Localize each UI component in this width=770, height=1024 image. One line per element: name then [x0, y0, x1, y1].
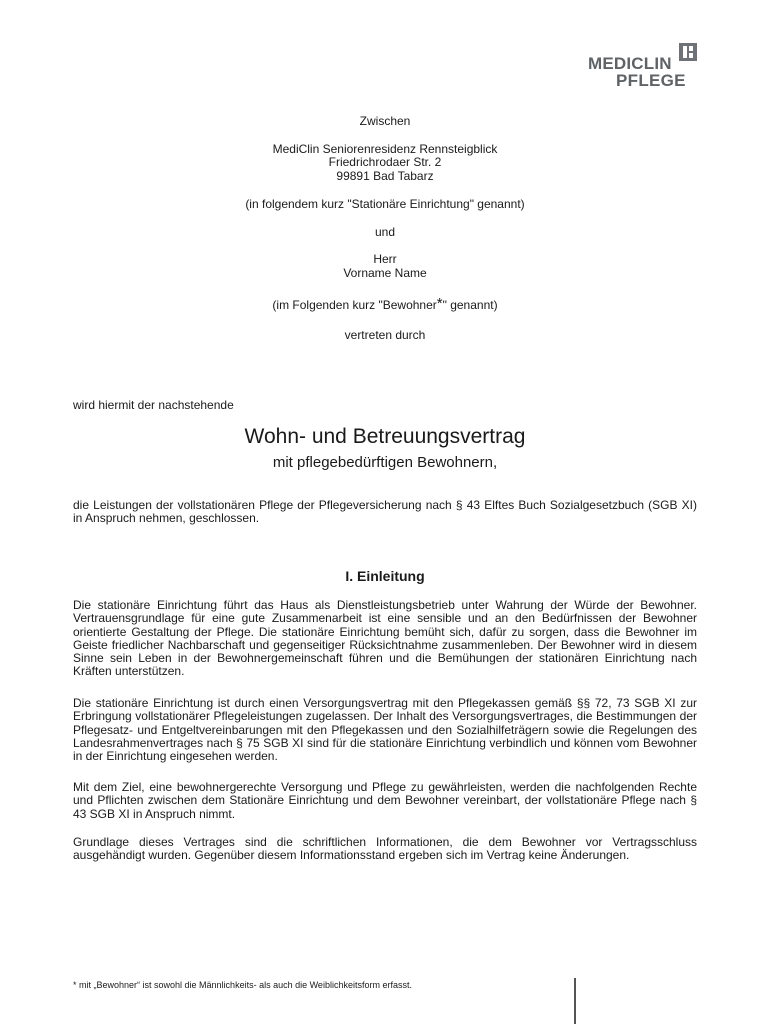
footnote: * mit „Bewohner“ ist sowohl die Männlichkeits- als auch die Weiblichkeitsform erfasst. [73, 980, 412, 990]
facility-note: (in folgendem kurz "Stationäre Einrichtung" genannt) [245, 197, 525, 211]
facility-name: MediClin Seniorenresidenz Rennsteigblick [272, 142, 498, 156]
mediclin-logo [588, 40, 708, 90]
section-heading: I. Einleitung [345, 568, 425, 584]
mediclin-bracket-mark-icon [679, 43, 697, 61]
paragraph-2: Die stationäre Einrichtung ist durch einen Versorgungsvertrag mit den Pflegekassen gemäß §§ 72, 73 SGB XI zur Erbringung vollstationärer Pflegeleistungen zugelassen. Der Inhalt des Versorgungsvertrages, die Bestimmungen der Pflegesatz- und Entgeltvereinbarungen mit den Pflegekassen und den Sozialhilfeträgern sowie die Regelungen des Landesrahmenvertrages nach § 75 SGB XI sind für die stationäre Einrichtung verbindlich und können vom Bewohner in der Einrichtung eingesehen werden. [73, 696, 697, 764]
paragraph-1: Die stationäre Einrichtung führt das Haus als Dienstleistungsbetrieb unter Wahrung der Würde der Bewohner. Vertrauensgrundlage für eine gute Zusammenarbeit ist eine sensible und an den Bedürfnissen der Bewohner orientierte Gestaltung der Pflege. Die stationäre Einrichtung bemüht sich, dafür zu sorgen, dass die Bewohner im Geiste friedlicher Nachbarschaft und gegenseitiger Rücksichtnahme zusammenleben. Der Bewohner wird in diesem Sinne sein Leben in der Bewohnergemeinschaft führen und die Bemühungen der stationären Einrichtung nach Kräften unterstützen. [73, 598, 697, 679]
zwischen-label: Zwischen [359, 114, 411, 128]
und-label: und [374, 225, 396, 239]
facility-city: 99891 Bad Tabarz [336, 169, 434, 183]
represented-by: vertreten durch [344, 328, 426, 342]
facility-street: Friedrichrodaer Str. 2 [328, 155, 442, 169]
salutation: Herr [373, 252, 397, 266]
paragraph-3: Mit dem Ziel, eine bewohnergerechte Versorgung und Pflege zu gewährleisten, werden die nachfolgenden Rechte und Pflichten zwischen dem Stationäre Einrichtung und dem Bewohner vereinbart, der vollstationäre Pflege nach § 43 SGB XI in Anspruch nimmt. [73, 780, 697, 821]
resident-note: (im Folgenden kurz "Bewohner*" genannt) [272, 295, 498, 312]
resident-name: Vorname Name [343, 266, 427, 280]
margin-divider [574, 978, 576, 1024]
logo-line2: PFLEGE [616, 71, 686, 90]
contract-subtitle: mit pflegebedürftigen Bewohnern, [272, 454, 498, 471]
intro-line: wird hiermit der nachstehende [73, 398, 234, 412]
paragraph-4: Grundlage dieses Vertrages sind die schriftlichen Informationen, die dem Bewohner vor Vertragsschluss ausgehändigt wurden. Gegenüber diesem Informationsstand ergeben sich im Vertrag keine Änderungen. [73, 835, 697, 863]
contract-title: Wohn- und Betreuungsvertrag [244, 425, 526, 448]
logo-line1: MEDICLIN [588, 54, 672, 73]
scope-text: die Leistungen der vollstationären Pflege der Pflegeversicherung nach § 43 Elftes Buch Sozialgesetzbuch (SGB XI) in Anspruch nehmen, geschlossen. [73, 498, 697, 526]
